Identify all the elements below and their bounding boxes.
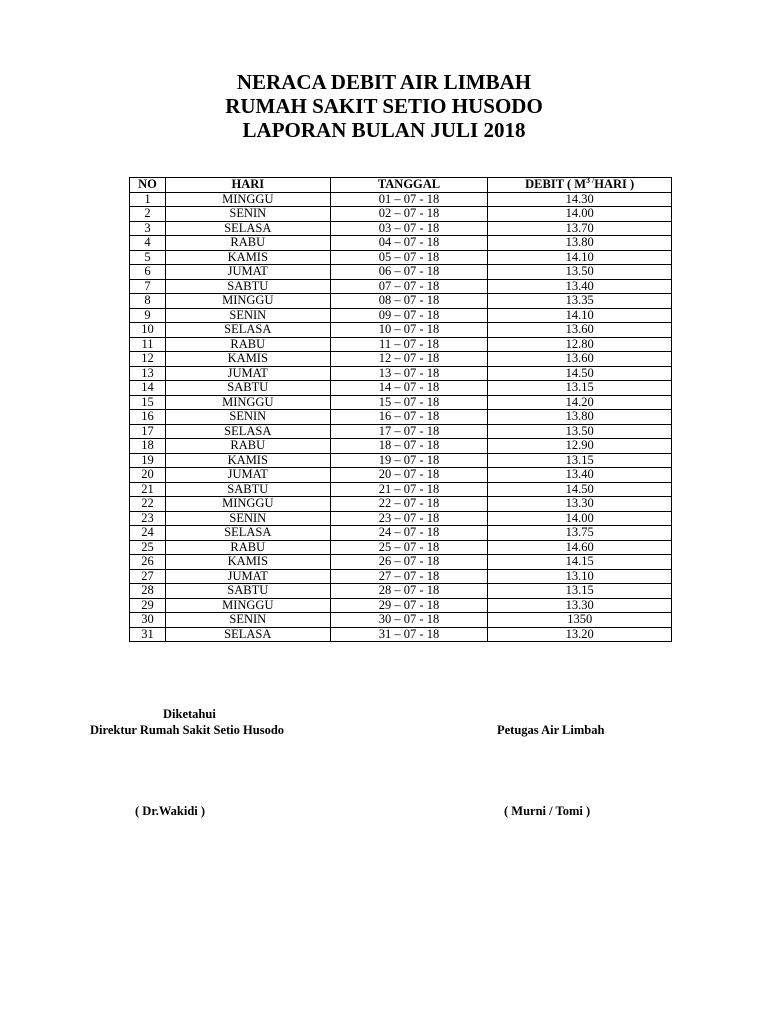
cell-no: 14 [130,381,166,396]
cell-tanggal: 20 – 07 - 18 [330,468,488,483]
cell-tanggal: 29 – 07 - 18 [330,598,488,613]
debit-table [129,177,672,642]
cell-no: 15 [130,395,166,410]
cell-hari: SELASA [165,221,330,236]
table-row [130,381,672,396]
cell-tanggal: 13 – 07 - 18 [330,366,488,381]
table-row [130,468,672,483]
cell-debit: 14.10 [488,250,672,265]
cell-debit: 13.20 [488,627,672,642]
table-row [130,352,672,367]
cell-debit: 13.15 [488,381,672,396]
cell-tanggal: 25 – 07 - 18 [330,540,488,555]
cell-debit: 13.50 [488,265,672,280]
table-row [130,598,672,613]
table-row [130,294,672,309]
cell-debit: 13.40 [488,279,672,294]
cell-hari: SENIN [165,308,330,323]
table-row [130,482,672,497]
cell-tanggal: 03 – 07 - 18 [330,221,488,236]
cell-tanggal: 24 – 07 - 18 [330,526,488,541]
cell-no: 22 [130,497,166,512]
header-tanggal: TANGGAL [330,178,488,193]
cell-debit: 1350 [488,613,672,628]
cell-tanggal: 28 – 07 - 18 [330,584,488,599]
cell-debit: 13.80 [488,236,672,251]
cell-no: 21 [130,482,166,497]
table-row [130,410,672,425]
cell-no: 29 [130,598,166,613]
cell-hari: MINGGU [165,497,330,512]
table-row [130,279,672,294]
cell-tanggal: 02 – 07 - 18 [330,207,488,222]
cell-debit: 13.35 [488,294,672,309]
cell-debit: 13.60 [488,352,672,367]
cell-tanggal: 26 – 07 - 18 [330,555,488,570]
cell-debit: 14.00 [488,511,672,526]
cell-no: 25 [130,540,166,555]
cell-no: 3 [130,221,166,236]
cell-hari: RABU [165,236,330,251]
table-row [130,627,672,642]
cell-hari: SABTU [165,584,330,599]
cell-hari: JUMAT [165,468,330,483]
cell-tanggal: 04 – 07 - 18 [330,236,488,251]
cell-hari: SENIN [165,511,330,526]
cell-no: 6 [130,265,166,280]
cell-debit: 13.70 [488,221,672,236]
cell-tanggal: 19 – 07 - 18 [330,453,488,468]
cell-tanggal: 31 – 07 - 18 [330,627,488,642]
cell-tanggal: 30 – 07 - 18 [330,613,488,628]
cell-no: 4 [130,236,166,251]
cell-tanggal: 27 – 07 - 18 [330,569,488,584]
table-row [130,453,672,468]
table-row [130,192,672,207]
cell-hari: KAMIS [165,250,330,265]
cell-debit: 13.75 [488,526,672,541]
cell-no: 26 [130,555,166,570]
cell-hari: SELASA [165,424,330,439]
cell-debit: 13.10 [488,569,672,584]
table-row [130,323,672,338]
cell-debit: 13.15 [488,453,672,468]
header-debit [488,178,672,193]
header-debit-suffix: HARI ) [594,177,635,191]
cell-hari: MINGGU [165,294,330,309]
cell-tanggal: 09 – 07 - 18 [330,308,488,323]
cell-no: 27 [130,569,166,584]
table-row [130,584,672,599]
title-line-3: LAPORAN BULAN JULI 2018 [242,118,526,142]
cell-hari: SABTU [165,381,330,396]
cell-hari: MINGGU [165,598,330,613]
cell-no: 12 [130,352,166,367]
cell-tanggal: 14 – 07 - 18 [330,381,488,396]
cell-no: 20 [130,468,166,483]
cell-hari: SENIN [165,207,330,222]
cell-hari: RABU [165,337,330,352]
cell-hari: JUMAT [165,366,330,381]
cell-debit: 12.80 [488,337,672,352]
cell-hari: JUMAT [165,265,330,280]
report-title [0,70,768,142]
officer-role: Petugas Air Limbah [497,723,605,737]
cell-debit: 13.30 [488,598,672,613]
cell-debit: 13.50 [488,424,672,439]
cell-debit: 14.50 [488,366,672,381]
cell-tanggal: 11 – 07 - 18 [330,337,488,352]
cell-debit: 13.30 [488,497,672,512]
cell-tanggal: 23 – 07 - 18 [330,511,488,526]
cell-no: 28 [130,584,166,599]
header-debit-prefix: DEBIT ( M [525,177,587,191]
cell-no: 17 [130,424,166,439]
cell-no: 11 [130,337,166,352]
cell-no: 16 [130,410,166,425]
table-row [130,439,672,454]
cell-debit: 13.80 [488,410,672,425]
table-row [130,497,672,512]
cell-no: 30 [130,613,166,628]
cell-tanggal: 10 – 07 - 18 [330,323,488,338]
cell-no: 2 [130,207,166,222]
cell-tanggal: 18 – 07 - 18 [330,439,488,454]
cell-debit: 14.20 [488,395,672,410]
cell-hari: SABTU [165,279,330,294]
table-row [130,250,672,265]
cell-hari: KAMIS [165,453,330,468]
table-row [130,221,672,236]
cell-tanggal: 22 – 07 - 18 [330,497,488,512]
table-row [130,555,672,570]
cell-no: 18 [130,439,166,454]
table-row [130,540,672,555]
cell-debit: 14.15 [488,555,672,570]
cell-hari: KAMIS [165,352,330,367]
table-row [130,366,672,381]
cell-tanggal: 07 – 07 - 18 [330,279,488,294]
table-row [130,613,672,628]
cell-no: 24 [130,526,166,541]
cell-no: 8 [130,294,166,309]
table-row [130,265,672,280]
cell-debit: 13.15 [488,584,672,599]
cell-tanggal: 16 – 07 - 18 [330,410,488,425]
cell-no: 7 [130,279,166,294]
cell-hari: MINGGU [165,192,330,207]
cell-no: 9 [130,308,166,323]
table-row [130,511,672,526]
table-row [130,207,672,222]
cell-hari: KAMIS [165,555,330,570]
cell-hari: SELASA [165,627,330,642]
cell-debit: 14.10 [488,308,672,323]
table-row [130,308,672,323]
table-row [130,424,672,439]
cell-debit: 13.40 [488,468,672,483]
cell-no: 23 [130,511,166,526]
cell-debit: 14.50 [488,482,672,497]
cell-no: 1 [130,192,166,207]
cell-no: 5 [130,250,166,265]
cell-debit: 12.90 [488,439,672,454]
cell-tanggal: 05 – 07 - 18 [330,250,488,265]
cell-hari: RABU [165,439,330,454]
diketahui-label: Diketahui [163,707,216,721]
cell-hari: RABU [165,540,330,555]
table-row [130,395,672,410]
cell-hari: SENIN [165,613,330,628]
cell-tanggal: 12 – 07 - 18 [330,352,488,367]
table-row [130,569,672,584]
cell-no: 13 [130,366,166,381]
officer-name: ( Murni / Tomi ) [504,804,591,818]
table-row [130,236,672,251]
cell-hari: MINGGU [165,395,330,410]
cell-debit: 14.60 [488,540,672,555]
table-row [130,526,672,541]
cell-hari: SELASA [165,323,330,338]
header-no: NO [130,178,166,193]
table-body [130,192,672,642]
cell-hari: JUMAT [165,569,330,584]
cell-tanggal: 06 – 07 - 18 [330,265,488,280]
director-name: ( Dr.Wakidi ) [135,804,206,818]
table-row [130,337,672,352]
cell-debit: 14.30 [488,192,672,207]
header-hari: HARI [165,178,330,193]
title-line-2: RUMAH SAKIT SETIO HUSODO [225,94,543,118]
cell-debit: 13.60 [488,323,672,338]
cell-hari: SENIN [165,410,330,425]
title-line-1: NERACA DEBIT AIR LIMBAH [236,70,532,94]
cell-tanggal: 08 – 07 - 18 [330,294,488,309]
cell-hari: SELASA [165,526,330,541]
cell-no: 31 [130,627,166,642]
cell-no: 10 [130,323,166,338]
cell-hari: SABTU [165,482,330,497]
table-header-row [130,178,672,193]
cell-tanggal: 17 – 07 - 18 [330,424,488,439]
cell-no: 19 [130,453,166,468]
cell-debit: 14.00 [488,207,672,222]
director-role: Direktur Rumah Sakit Setio Husodo [90,723,285,737]
header-debit-sup: 3 / [586,176,595,185]
cell-tanggal: 15 – 07 - 18 [330,395,488,410]
cell-tanggal: 21 – 07 - 18 [330,482,488,497]
cell-tanggal: 01 – 07 - 18 [330,192,488,207]
